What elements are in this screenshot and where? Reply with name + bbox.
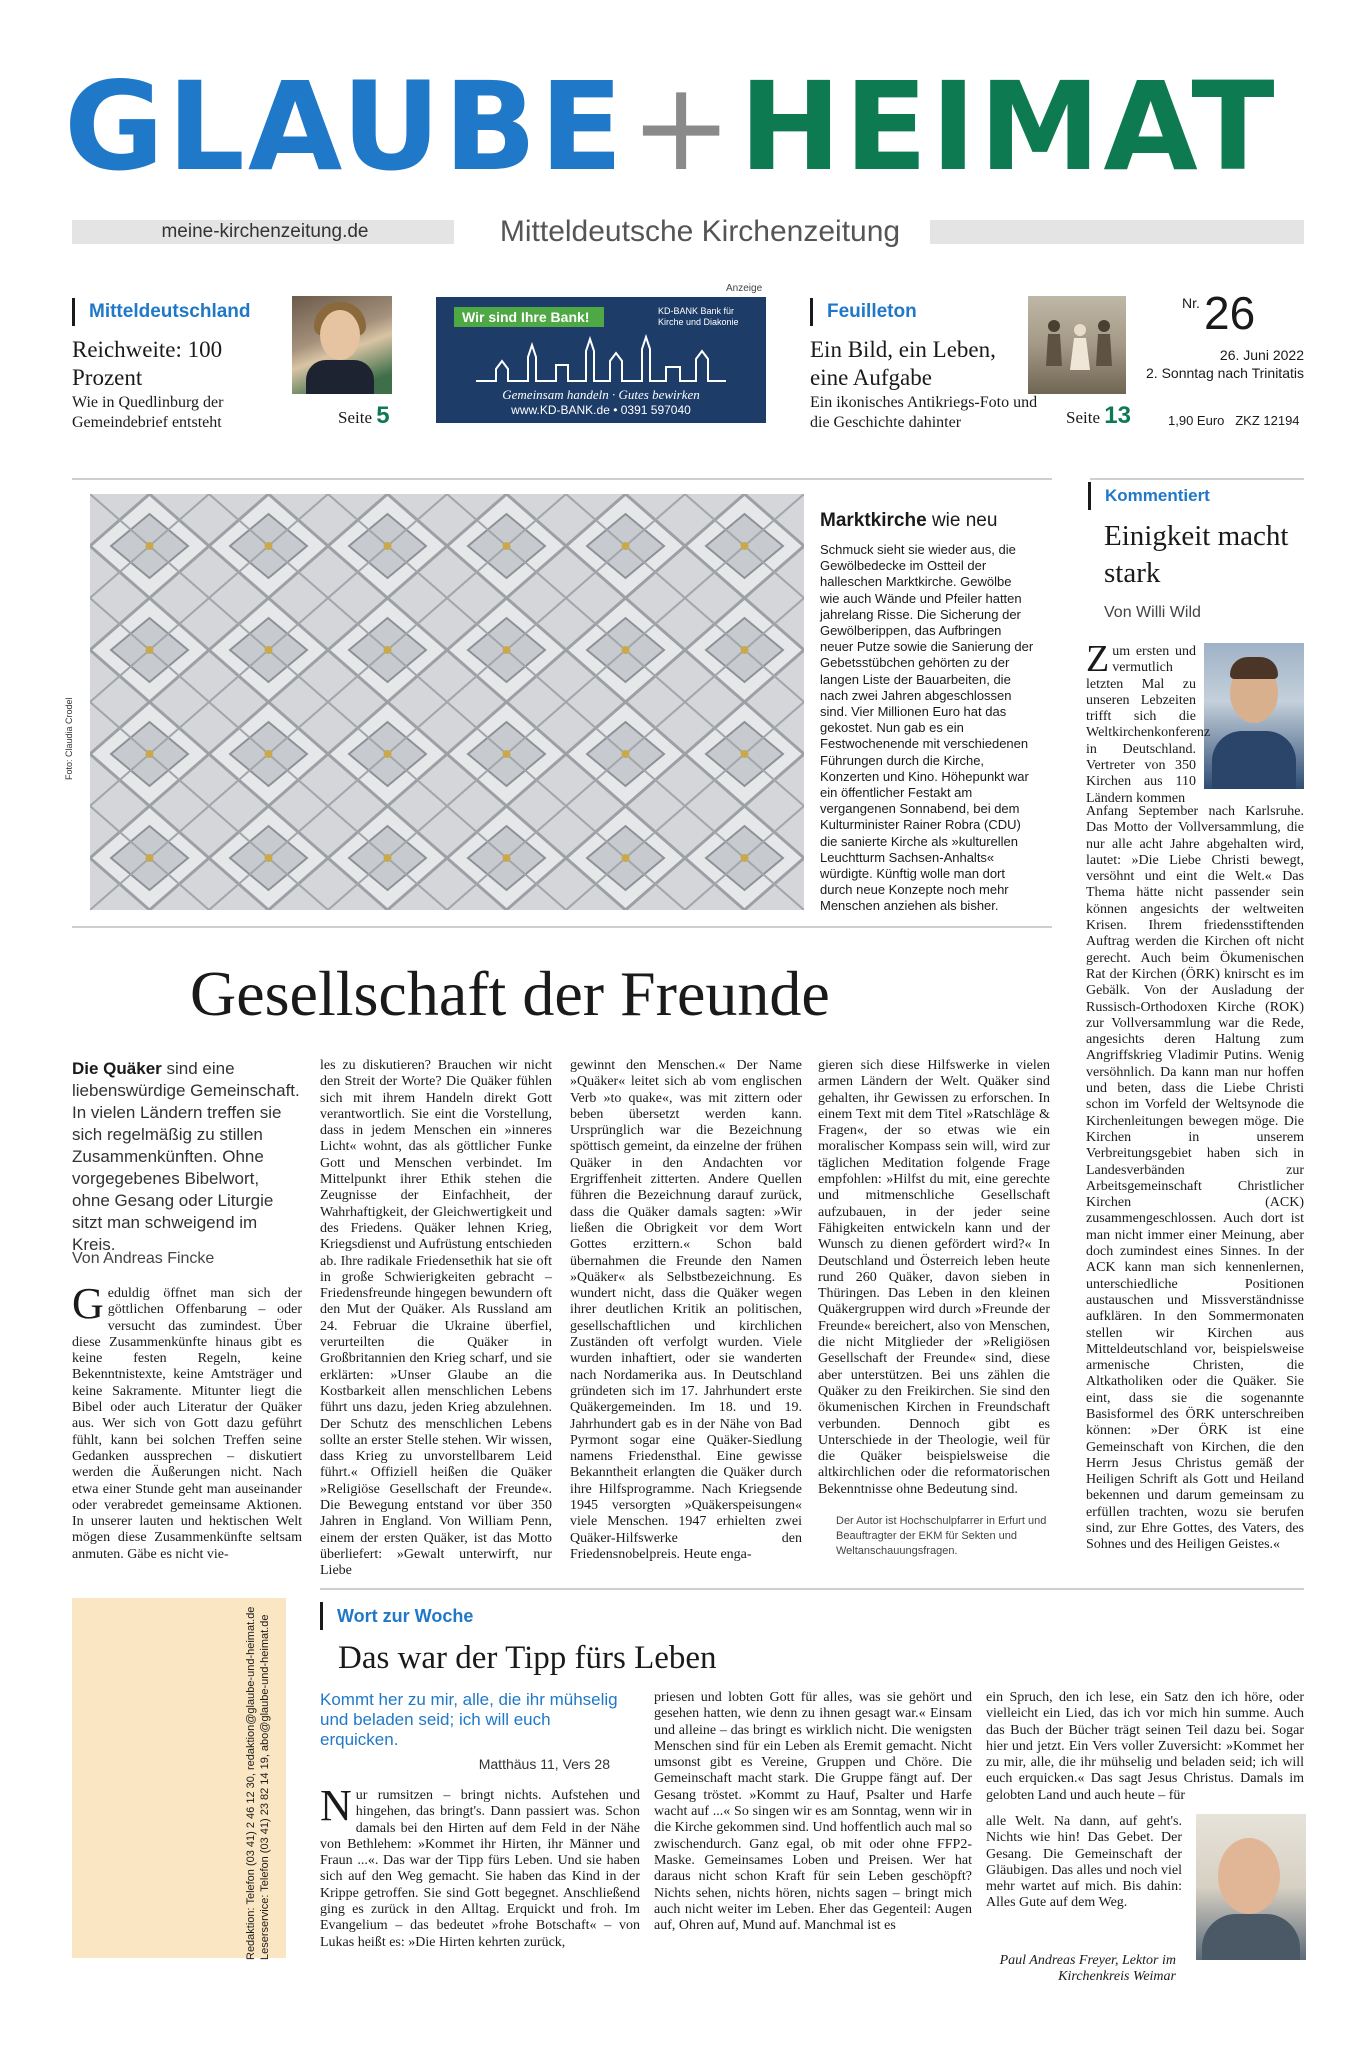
divider — [320, 1588, 1304, 1590]
contact-redaktion[interactable]: Redaktion: Telefon (03 41) 2 46 12 30, redaktion@glaube-und-heimat.de — [245, 1606, 257, 1960]
author-photo-freyer — [1196, 1814, 1306, 1960]
logo-heimat: HEIMAT — [739, 56, 1278, 198]
divider — [72, 926, 1052, 928]
page-number: 5 — [376, 402, 390, 429]
wort-col1-text: ur rumsitzen – bringt nichts. Aufstehen und hingehen, das bringt's. Dann passiert was. Schon damals bei den Hirten auf dem Feld in der Nähe von Bethlehem: »Kommet ihr Hirten, ihr Männer und Fraun ...«. Das war der Tipp fürs Leben. Und sie haben sich auf den Weg gemacht. Sie haben das Kind in der Krippe getroffen. Sie sind Gott begegnet. Anschließend ging es zurück in den Alltag. Erquickt und froh. Im Evangelium – das bedeutet »frohe Botschaft« – von Lukas heißt es: »Die Hirten kehrten zurück, — [320, 1788, 640, 1950]
wort-signature: Paul Andreas Freyer, Lektor im Kirchenkreis Weimar — [999, 1953, 1176, 1984]
teaser-photo-woman[interactable] — [292, 296, 392, 394]
issue-zkz: ZKZ 12194 — [1235, 413, 1300, 428]
page-label: Seite — [1066, 408, 1100, 427]
issue-price-block — [1168, 413, 1308, 428]
vault-pattern-icon — [90, 494, 804, 910]
article-dropcap: G — [72, 1279, 104, 1328]
ad-tagline: Gemeinsam handeln · Gutes bewirken — [502, 387, 700, 402]
article-byline: Von Andreas Fincke — [72, 1250, 215, 1267]
article-lead — [72, 1058, 300, 1256]
wort-label[interactable]: Wort zur Woche — [320, 1602, 473, 1630]
teaser-page-ref[interactable] — [1066, 402, 1131, 430]
page-number: 13 — [1104, 402, 1131, 429]
bible-reference: Matthäus 11, Vers 28 — [478, 1756, 610, 1772]
skyline-icon — [476, 331, 726, 387]
masthead-logo[interactable] — [64, 56, 1314, 198]
kommentar-author: Von Willi Wild — [1104, 604, 1201, 621]
teaser-subtitle: Wie in Quedlinburg der Gemeindebrief entsteht — [72, 394, 224, 431]
author-photo-willi-wild — [1204, 643, 1304, 789]
issue-date: 26. Juni 2022 — [1219, 347, 1304, 363]
kommentar-text-top: um ersten und vermutlich letzten Mal zu unseren Lebzeiten trifft sich die Weltkirchenkonferenz in Deutschland. Vertreter von 350 Kirchen aus 110 Ländern kommen — [1086, 644, 1211, 806]
teaser-page-ref[interactable] — [338, 402, 390, 430]
masthead-subtitle: Mitteldeutsche Kirchenzeitung — [470, 210, 930, 254]
teaser-section-mitteldeutschland[interactable]: Mitteldeutschland — [72, 298, 251, 326]
children-figures-icon — [1028, 296, 1126, 394]
article-headline[interactable]: Gesellschaft der Freunde — [190, 958, 830, 1029]
issue-price: 1,90 Euro — [1168, 413, 1225, 428]
article-col1-text: eduldig öffnet man sich der göttlichen Offenbarung – oder versucht das zumindest. Über diese Zusammenkünfte hinaus gibt es keine festen Regeln, keine Bekenntnistexte, keine Amtsträger und keine Sakramente. Mitunter liegt die Bibel oder auch Literatur der Quäker aus. Wer sich von Gott dazu geführt fühlt, kann bei solchen Treffen seine Gedanken aussprechen – diskutiert werden die Äußerungen nicht. Nach etwa einer Stunde geht man auseinander oder verabredet gemeinsame Aktionen. In unserer lauten und hektischen Welt mögen diese Zusammenkünfte seltsam anmuten. Gäbe es nicht vie- — [72, 1286, 302, 1562]
caption-rest: wie neu — [931, 510, 998, 531]
logo-glaube: GLAUBE — [64, 56, 626, 198]
author-note: Der Autor ist Hochschulpfarrer in Erfurt und Beauftragter der EKM für Sekten und Weltanschauungsfragen. — [836, 1515, 1047, 1557]
wort-column-3: ein Spruch, den ich lese, ein Satz den ich höre, oder vielleicht ein Lied, das ich vor mich hin summe. Auch das Buch der Bücher trägt seinen Teil dazu bei. Sogar hier und jetzt. Ein Vers voller Zuversicht: »Kommet her zu mir, alle, die ihr mühselig und beladen seid; ich will euch erquicken.« Das sagt Jesus Christus. Damals im gelobten Land und auch heute – für — [986, 1690, 1304, 1803]
photo-credit: Foto: Claudia Crodel — [64, 697, 74, 780]
teaser-subtitle: Ein ikonisches Antikriegs-Foto und die Geschichte dahinter — [810, 394, 1038, 431]
website-link[interactable]: meine-kirchenzeitung.de — [161, 221, 369, 242]
teaser-title[interactable]: Reichweite: 100 Prozent — [72, 337, 223, 390]
contact-info — [244, 1600, 272, 1960]
article-column-2: les zu diskutieren? Brauchen wir nicht den Streit der Worte? Die Quäker fühlen sich mit ihrem Handeln direkt Gott verantwortlich. Sie eint die Vorstellung, dass in jedem Menschen ein »inneres Licht« wohnt, das als göttlicher Funke Gott und Menschen verbindet. Im Mittelpunkt ihrer Ethik stehen die Zeugnisse der Einfachheit, der Wahrhaftigkeit, der Gleichwertigkeit und des Friedens. Quäker lehnen Krieg, Kriegsdienst und Aufrüstung entschieden ab. Ihre radikale Friedensethik hat sie oft in große Schwierigkeiten gebracht – Friedensfreunde hingegen bewundern oft den Mut der Quäker. Als Russland am 24. Februar die Ukraine überfiel, verurteilten die Quäker in Großbritannien den Krieg scharf, und sie erklärten: »Unser Glaube an die Kostbarkeit allen menschlichen Lebens führt uns dazu, jeden Krieg abzulehnen. Der Schutz des menschlichen Lebens sollte an erster Stelle stehen. Wir wissen, dass Krieg zu unvorstellbarem Leid führt.« Offiziell heißen die Quäker »Religiöse Gesellschaft der Freunde«. Die Bewegung entstand vor über 350 Jahren in England. Von William Penn, einem der ersten Quäker, ist das Motto überliefert: »Gewalt unterwirft, nur Liebe — [320, 1058, 552, 1579]
teaser-photo-antiwar[interactable] — [1028, 296, 1126, 394]
lead-bold: Die Quäker — [72, 1059, 162, 1078]
ad-headline: Wir sind Ihre Bank! — [454, 307, 604, 327]
wort-column-3b: alle Welt. Na dann, auf geht's. Nichts wie hin! Das Gebet. Der Gesang. Die Gemeinschaft der Gläubigen. Das alles und noch viel mehr wartet auf mich. Bis dahin: Alles Gute auf dem Weg. — [986, 1814, 1182, 1911]
kommentar-label[interactable]: Kommentiert — [1088, 482, 1210, 510]
vault-ceiling-photo[interactable] — [90, 494, 804, 910]
wort-title[interactable]: Das war der Tipp fürs Leben — [338, 1640, 717, 1676]
wort-column-2: priesen und lobten Gott für alles, was sie gehört und gesehen hatten, wie denn zu ihnen gesagt war.« Einsam und alleine – das bringt es wirklich nicht. Die wenigsten Menschen sind für ein Leben als Eremit gemacht. Nicht umsonst gibt es Vereine, Gruppen und Chöre. Die Gemeinschaft macht stark. Die Gruppe fängt auf. Der Gesang tröstet. »Kommt zu Hauf, Psalter und Harfe wacht auf ...« So singen wir es am Sonntag, wenn wir in die Kirche gekommen sind. Und hoffentlich auch mal so zwischendurch. Ganz egal, ob mit oder ohne FFP2-Maske. Gemeinsames Loben und Preisen. Wer hat daraus nicht schon Kraft für sein Leben geschöpft? Nichts sehen, nichts hören, nichts sagen – bringt mich auch nicht weiter im Leben. Eher das Gegenteil: Augen auf, Ohren auf, Mund auf. Manchmal ist es — [654, 1690, 972, 1934]
kommentar-dropcap: Z — [1086, 638, 1110, 680]
logo-plus: + — [629, 56, 736, 198]
issue-date-block — [1140, 346, 1304, 382]
kommentar-text-intro — [1086, 638, 1211, 807]
article-column-4: gieren sich diese Hilfswerke in vielen armen Ländern der Welt. Quäker sind gehalten, ihr Gewissen zu erforschen. In einem Text mit dem Titel »Ratschläge & Fragen«, der so etwas wie ein moralischer Kompass sein will, wird zur täglichen Meditation folgende Frage empfohlen: »Hilfst du mit, eine gerechte und mitmenschliche Gesellschaft aufzubauen, in der jeder seine Fähigkeiten entwickeln kann und der Wunsch zu dienen gefördert wird?« In Deutschland und Österreich leben heute rund 260 Quäker, davon sieben in Thüringen. Das Leben in den kleinen Quäkergruppen wird durch »Freunde der Freunde« bereichert, also von Menschen, die nicht Mitglieder der »Religiösen Gesellschaft der Freunde« sind, diese aber unterstützen. Bei uns zählen die Quäker zu den Freikirchen. Sie sind den ökumenischen Kirchen in Freundschaft verbunden. Dennoch gibt es Unterschiede in der Theologie, weil für die Quäker beispielsweise die altkirchlichen oder die reformatorischen Bekenntnisse ohne Bedeutung sind. — [818, 1058, 1050, 1497]
ad-label: Anzeige — [726, 283, 763, 294]
ad-brand: KD-BANK Bank für Kirche und Diakonie — [658, 306, 739, 327]
divider — [1090, 478, 1304, 480]
issue-nr-label: Nr. — [1182, 295, 1200, 311]
contact-leserservice[interactable]: Leserservice: Telefon (03 41) 23 82 14 19, abo@glaube-und-heimat.de — [259, 1614, 271, 1960]
kommentar-text: Anfang September nach Karlsruhe. Das Motto der Vollversammlung, die nur alle acht Jahre abgehalten wird, lautet: »Die Liebe Christi bewegt, versöhnt und eint die Welt.« Das Thema hätte nicht passender sein können angesichts der weltweiten Krisen. Ihrem friedensstiftenden Auftrag werden die Kirchen oft nicht gerecht. Auch beim Ökumenischen Rat der Kirchen (ÖRK) knirscht es im Gebälk. Von der Ausladung der Russisch-Orthodoxen Kirche (ROK) zur Vollversammlung war die Rede, angesichts deren Haltung zum Angriffskrieg Vladimir Putins. Wenig versöhnlich. Da kann man nur hoffen und beten, dass die Liebe Christi schon im Vorfeld der Weltsynode die Kirchenleitungen bewegen möge. Die Kirchen in unserem Verbreitungsgebiet haben sich in Landesverbänden zur Arbeitsgemeinschaft Christlicher Kirchen (ACK) zusammengeschlossen. Auch dort ist man nicht immer einer Meinung, aber doch zumindest eines Sinnes. In der ACK kann man sich kennenlernen, unterschiedliche Positionen austauschen und Missverständnisse aufklären. In den Sommermonaten stellen wir Kirchen aus Mitteldeutschland vor, beispielsweise armenische Christen, die Altkatholiken oder die Quäker. Sie eint, dass sie die sogenannte Basisformel des ÖRK unterschreiben können: »Der ÖRK ist eine Gemeinschaft von Kirchen, die den Herrn Jesus Christus gemäß der Heiligen Schrift als Gott und Heiland bekennen und darum gemeinsam zu erfüllen trachten, wozu sie berufen sind, zur Ehre Gottes, des Vaters, des Sohnes und des Heiligen Geistes.« — [1086, 804, 1304, 1553]
issue-number: 26 — [1204, 287, 1256, 339]
article-column-1 — [72, 1279, 302, 1563]
article-column-3: gewinnt den Menschen.« Der Name »Quäker« leitet sich ab vom englischen Verb »to quake«, was mit zittern oder beben übersetzt werden kann. Ursprünglich war die Bezeichnung spöttisch gemeint, da einzelne der frühen Quäker in den Andachten vor Ergriffenheit zitterten. Andere Quellen führen die Bezeichnung darauf zurück, dass die Quäker damals sagten: »Wir ließen die Obrigkeit vor dem Wort Gottes erzittern.« Schon bald übernahmen die Freunde den Namen »Quäker« als Selbstbezeichnung. Es wundert nicht, dass die Quäker wegen ihrer deutlichen Kritik an politischen, gesellschaftlichen und kirchlichen Zuständen oft verfolgt wurden. Viele wurden inhaftiert, oder sie wanderten nach Nordamerika aus. In Deutschland gründeten sich im 17. Jahrhundert erste Quäkergemeinden. Im 18. und 19. Jahrhundert gab es in der Nähe von Bad Pyrmont sogar eine Quäker-Siedlung namens Friedensthal. Eine gewisse Bekanntheit erlangten die Quäker durch ihre Hilfsprogramme. Nach Kriegsende 1945 versorgten »Quäkerspeisungen« viele Menschen. 1947 erhielten zwei Quäker-Hilfswerke den Friedensnobelpreis. Heute enga- — [570, 1058, 802, 1562]
issue-sunday: 2. Sonntag nach Trinitatis — [1146, 365, 1304, 381]
divider — [72, 478, 1052, 480]
bible-verse: Kommt her zu mir, alle, die ihr mühselig und beladen seid; ich will euch erquicken. — [320, 1690, 618, 1749]
page-label: Seite — [338, 408, 372, 427]
wort-column-1 — [320, 1781, 640, 1951]
kd-bank-ad[interactable] — [436, 297, 766, 423]
caption-heading — [820, 510, 997, 532]
lead-rest: sind eine liebenswürdige Gemeinschaft. In vielen Ländern treffen sie sich regelmäßig zu stillen Zusammenkünften. Ohne vorgegebenes Bibelwort, ohne Gesang oder Liturgie sitzt man schweigend im Kreis. — [72, 1059, 300, 1254]
kommentar-title[interactable]: Einigkeit macht stark — [1104, 520, 1289, 589]
teaser-title[interactable]: Ein Bild, ein Leben, eine Aufgabe — [810, 337, 996, 390]
teaser-section-feuilleton[interactable]: Feuilleton — [810, 298, 917, 326]
masthead-bar-right — [926, 220, 1304, 244]
ad-contact[interactable]: www.KD-BANK.de • 0391 597040 — [511, 403, 691, 417]
wort-dropcap: N — [320, 1781, 352, 1830]
caption-bold: Marktkirche — [820, 510, 927, 531]
caption-text: Schmuck sieht sie wieder aus, die Gewölbedecke im Ostteil der halleschen Marktkirche. Gewölbe wie auch Wände und Pfeiler hatten jahrelang Risse. Die Sicherung der Gewölberippen, das Aufbringen neuer Putze sowie die Sanierung der Gebetsstübchen gehörten zu der langen Liste der Bauarbeiten, die nach zwei Jahren abgeschlossen sind. Vier Millionen Euro hat das gekostet. Nun gab es ein Festwochenende mit verschiedenen Führungen durch die Kirche, Konzerten und Kino. Höhepunkt war ein öffentlicher Festakt am vergangenen Sonnabend, bei dem Kulturminister Rainer Robra (CDU) die sanierte Kirche als »kulturellen Leuchtturm Sachsen-Anhalts« würdigte. Künftig wolle man dort durch neue Konzepte noch mehr Menschen anziehen als bisher. — [820, 542, 1034, 914]
